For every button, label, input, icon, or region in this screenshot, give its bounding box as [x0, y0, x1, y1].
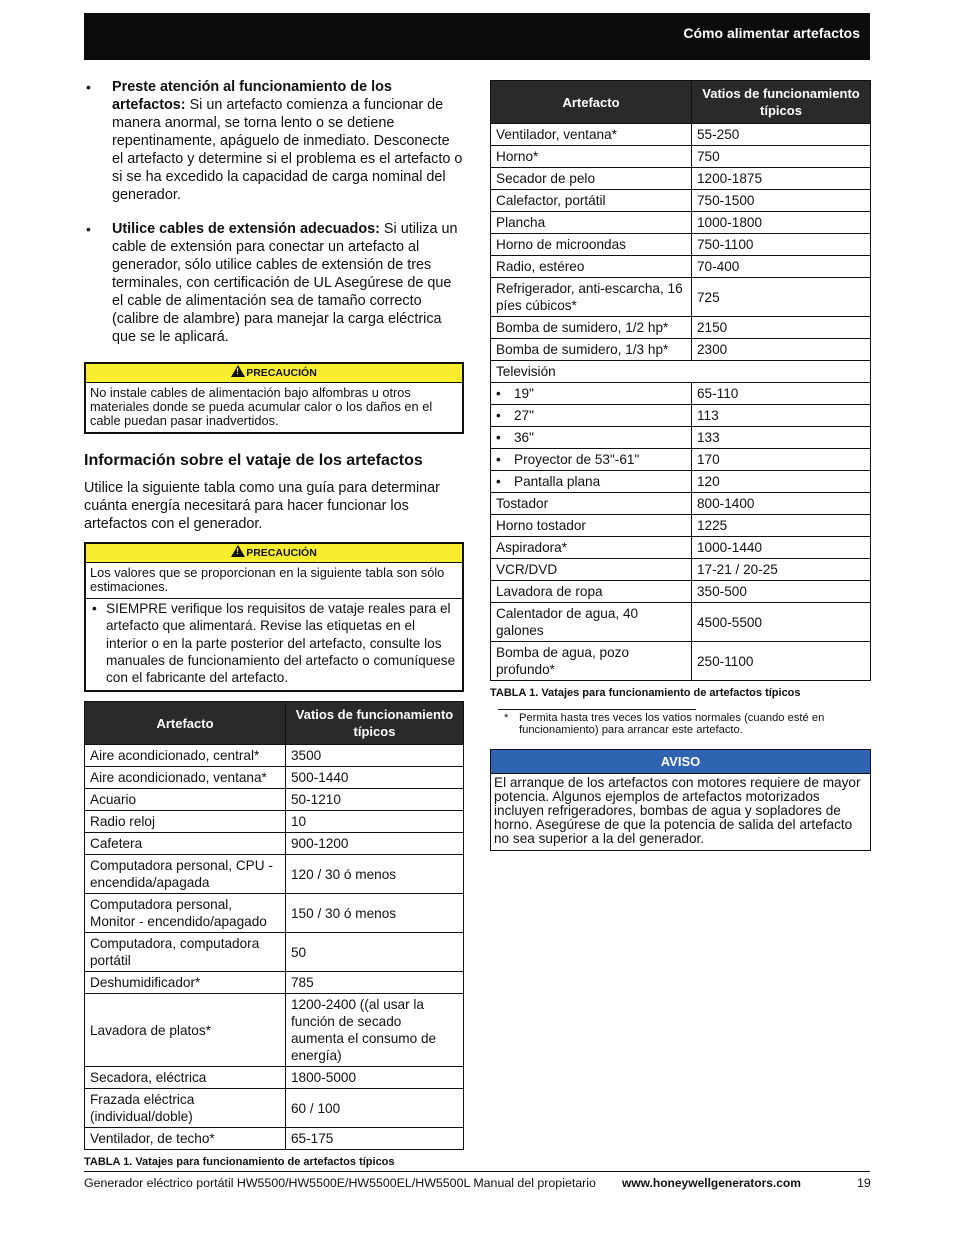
- appliance-name: Ventilador, ventana*: [496, 127, 617, 142]
- table-row: [85, 1089, 464, 1128]
- appliance-name: Computadora personal, Monitor - encendido/apagado: [90, 897, 267, 930]
- footnote-mark: *: [504, 712, 509, 724]
- watts-cell: 50: [286, 933, 464, 972]
- footnote: [490, 712, 871, 736]
- appliance-cell: [85, 1067, 286, 1089]
- footnote-rule: [498, 709, 696, 710]
- watts-cell: 65-110: [692, 383, 871, 405]
- appliance-name: Lavadora de platos*: [90, 1022, 211, 1038]
- appliance-cell: [491, 603, 692, 642]
- caution-header: [86, 544, 462, 563]
- appliance-name: Radio reloj: [90, 814, 155, 830]
- table-row: [491, 317, 871, 339]
- table-row: [85, 894, 464, 933]
- footer-rule: [84, 1171, 870, 1172]
- group-label-cell: Televisión: [491, 361, 871, 383]
- table-row: [491, 427, 871, 449]
- table-row: [491, 383, 871, 405]
- appliance-cell: [85, 1128, 286, 1150]
- caution-box: [84, 362, 464, 434]
- watts-cell: 1800-5000: [286, 1067, 464, 1089]
- appliance-cell: [491, 234, 692, 256]
- table-row: [491, 405, 871, 427]
- appliance-cell: [491, 642, 692, 681]
- appliance-cell: [491, 537, 692, 559]
- table-row: [491, 559, 871, 581]
- watts-cell: 1200-2400 ((al usar la función de secado aumenta el consumo de energía): [286, 994, 464, 1067]
- appliance-name: Bomba de sumidero, 1/2 hp*: [496, 320, 669, 335]
- appliance-cell: [85, 994, 286, 1067]
- watts-cell: 500-1440: [286, 767, 464, 789]
- notice-text: El arranque de los artefactos con motores requiere de mayor potencia. Algunos ejemplos de artefactos motorizados incluyen refrigeradores, bombas de agua y sopladores de horno. Asegúrese de que la potencia de salida del artefacto no sea superior a la del generador.: [494, 775, 861, 846]
- watts-cell: 50-1210: [286, 789, 464, 811]
- appliance-cell: [491, 559, 692, 581]
- notice-box: [490, 749, 871, 851]
- left-column: [84, 78, 464, 1168]
- appliance-cell: [85, 767, 286, 789]
- table-row: [85, 811, 464, 833]
- table-row: [85, 833, 464, 855]
- table-row: [491, 642, 871, 681]
- caution-text: No instale cables de alimentación bajo alfombras u otros materiales donde se pueda acumular calor o los daños en el cable puedan pasar inadvertidos.: [90, 385, 433, 428]
- table-row: [491, 581, 871, 603]
- watts-cell: 1000-1800: [692, 212, 871, 234]
- watts-cell: 750-1500: [692, 190, 871, 212]
- section-intro: Utilice la siguiente tabla como una guía para determinar cuánta energía necesitará para hacer funcionar los artefactos con el generador.: [84, 480, 440, 532]
- appliance-name: Frazada eléctrica (individual/doble): [90, 1092, 195, 1125]
- appliance-cell: [85, 855, 286, 894]
- bullet-text: Si un artefacto comienza a funcionar de manera anormal, se torna lento o se detiene repentinamente, apáguelo de inmediato. Desconecte el artefacto y determine si el problema es el artefacto o si se ha excedido la capacidad de carga nominal del generador.: [112, 97, 463, 203]
- table-row: [491, 515, 871, 537]
- bullet-lead: Preste atención al funcionamiento de los artefactos:: [112, 79, 392, 113]
- caution-label: PRECAUCIÓN: [246, 367, 317, 379]
- appliance-name: Aspiradora*: [496, 540, 568, 555]
- bullet-lead: Utilice cables de extensión adecuados:: [112, 221, 380, 237]
- appliance-cell: [85, 833, 286, 855]
- watts-cell: 4500-5500: [692, 603, 871, 642]
- appliance-cell: [491, 146, 692, 168]
- appliance-name: Lavadora de ropa: [496, 584, 603, 599]
- caution-label: PRECAUCIÓN: [246, 547, 317, 559]
- table-row: [85, 1128, 464, 1150]
- watts-cell: 900-1200: [286, 833, 464, 855]
- watts-cell: 725: [692, 278, 871, 317]
- appliance-name: Aire acondicionado, central*: [90, 748, 260, 764]
- table-row: [491, 256, 871, 278]
- appliance-name: Aire acondicionado, ventana*: [90, 770, 267, 786]
- bullet-list: [84, 78, 464, 346]
- wattage-table-left: [84, 701, 464, 1150]
- table-header-row: [85, 702, 464, 745]
- header-bar: [84, 13, 870, 60]
- bullet-dot: •: [496, 386, 501, 401]
- table-row: [85, 789, 464, 811]
- table-row: [491, 603, 871, 642]
- appliance-cell: [491, 212, 692, 234]
- appliance-name: Horno*: [496, 149, 539, 164]
- appliance-name: Acuario: [90, 792, 137, 808]
- appliance-cell: [491, 493, 692, 515]
- bullet-dot: •: [496, 408, 501, 423]
- watts-cell: 2300: [692, 339, 871, 361]
- watts-cell: 17-21 / 20-25: [692, 559, 871, 581]
- watts-cell: 60 / 100: [286, 1089, 464, 1128]
- watts-cell: 65-175: [286, 1128, 464, 1150]
- table-row: [491, 278, 871, 317]
- watts-cell: 120 / 30 ó menos: [286, 855, 464, 894]
- watts-cell: 120: [692, 471, 871, 493]
- watts-cell: 785: [286, 972, 464, 994]
- appliance-name: 27": [514, 408, 534, 423]
- appliance-name: Ventilador, de techo*: [90, 1131, 215, 1147]
- watts-cell: 3500: [286, 745, 464, 767]
- table-row-group-label: [491, 361, 871, 383]
- appliance-name: 36": [514, 430, 534, 445]
- appliance-name: Computadora, computadora portátil: [90, 936, 260, 969]
- bullet-item: [84, 78, 464, 204]
- table-row: [491, 449, 871, 471]
- watts-cell: 55-250: [692, 124, 871, 146]
- notice-header: AVISO: [491, 750, 870, 774]
- footer-manual-title: Generador eléctrico portátil HW5500/HW5500E/HW5500EL/HW5500L Manual del propietario: [84, 1176, 596, 1190]
- warning-triangle-icon: [231, 545, 245, 557]
- appliance-cell: [491, 427, 692, 449]
- table-row: [491, 234, 871, 256]
- appliance-cell: [491, 256, 692, 278]
- table-row: [491, 212, 871, 234]
- table-row: [491, 471, 871, 493]
- table-row: [85, 767, 464, 789]
- table-row: [85, 972, 464, 994]
- appliance-cell: [491, 515, 692, 537]
- appliance-name: Horno tostador: [496, 518, 586, 533]
- table-row: [85, 994, 464, 1067]
- appliance-cell: [85, 745, 286, 767]
- caution-bullet-section: [86, 598, 462, 690]
- bullet-text: Si utiliza un cable de extensión para conectar un artefacto al generador, sólo utilice cables de extensión de tres terminales, con certificación de UL Asegúrese de que el cable de alimentación sea de tamaño correcto (calibre de alambre) para manejar la carga eléctrica que se le aplicará.: [112, 221, 458, 345]
- footer-url: www.honeywellgenerators.com: [622, 1176, 801, 1190]
- appliance-cell: [85, 972, 286, 994]
- caution-box-estimates: [84, 542, 464, 692]
- appliance-cell: [491, 581, 692, 603]
- table-caption: TABLA 1. Vatajes para funcionamiento de artefactos típicos: [84, 1156, 395, 1169]
- header-watts: Vatios de funcionamiento típicos: [286, 702, 464, 745]
- header-appliance: Artefacto: [491, 81, 692, 124]
- appliance-name: Secadora, eléctrica: [90, 1070, 207, 1086]
- watts-cell: 10: [286, 811, 464, 833]
- appliance-name: Secador de pelo: [496, 171, 596, 186]
- bullet-item: [84, 220, 464, 346]
- appliance-cell: [491, 317, 692, 339]
- table-row: [85, 855, 464, 894]
- appliance-cell: [491, 383, 692, 405]
- watts-cell: 2150: [692, 317, 871, 339]
- appliance-name: Computadora personal, CPU - encendida/apagada: [90, 858, 273, 891]
- table-row: [491, 146, 871, 168]
- page-number: 19: [857, 1176, 871, 1190]
- section-title: Información sobre el vataje de los artefactos: [84, 452, 423, 469]
- watts-cell: 150 / 30 ó menos: [286, 894, 464, 933]
- watts-cell: 1000-1440: [692, 537, 871, 559]
- watts-cell: 350-500: [692, 581, 871, 603]
- appliance-cell: [491, 339, 692, 361]
- appliance-name: VCR/DVD: [496, 562, 558, 577]
- table-row: [491, 124, 871, 146]
- caution-header: [86, 364, 462, 383]
- caution-bullet: • SIEMPRE verifique los requisitos de vataje reales para el artefacto que alimentará. Revise las etiquetas en el interior o en la parte posterior del artefacto, consulte los manuales de funcionamiento del artefacto o comuníquese con el fabricante del artefacto.: [90, 600, 458, 686]
- appliance-name: Tostador: [496, 496, 549, 511]
- appliance-name: Cafetera: [90, 836, 143, 852]
- watts-cell: 1225: [692, 515, 871, 537]
- appliance-cell: [491, 449, 692, 471]
- appliance-cell: [491, 168, 692, 190]
- appliance-cell: [491, 405, 692, 427]
- watts-cell: 133: [692, 427, 871, 449]
- appliance-name: Refrigerador, anti-escarcha, 16 píes cúbicos*: [496, 281, 683, 313]
- caution-text: Los valores que se proporcionan en la siguiente tabla son sólo estimaciones.: [90, 565, 445, 594]
- table-row: [85, 1067, 464, 1089]
- appliance-cell: [85, 894, 286, 933]
- watts-cell: 750: [692, 146, 871, 168]
- watts-cell: 70-400: [692, 256, 871, 278]
- table-header-row: [491, 81, 871, 124]
- appliance-name: Plancha: [496, 215, 546, 230]
- appliance-name: Radio, estéreo: [496, 259, 585, 274]
- header-appliance: Artefacto: [85, 702, 286, 745]
- watts-cell: 1200-1875: [692, 168, 871, 190]
- appliance-name: Pantalla plana: [514, 474, 601, 489]
- appliance-cell: [491, 190, 692, 212]
- bullet-dot: •: [496, 452, 501, 467]
- watts-cell: 113: [692, 405, 871, 427]
- appliance-cell: [491, 124, 692, 146]
- header-watts: Vatios de funcionamiento típicos: [692, 81, 871, 124]
- appliance-name: Proyector de 53"-61": [514, 452, 640, 467]
- appliance-cell: [85, 811, 286, 833]
- appliance-cell: [85, 789, 286, 811]
- table-caption: TABLA 1. Vatajes para funcionamiento de artefactos típicos: [490, 687, 801, 699]
- appliance-cell: [491, 471, 692, 493]
- table-row: [491, 537, 871, 559]
- appliance-cell: [491, 278, 692, 317]
- appliance-name: Calentador de agua, 40 galones: [496, 606, 639, 638]
- table-row: [85, 745, 464, 767]
- appliance-name: 19": [514, 386, 534, 401]
- right-column: [490, 80, 871, 851]
- warning-triangle-icon: [231, 365, 245, 377]
- appliance-name: Bomba de sumidero, 1/3 hp*: [496, 342, 669, 357]
- bullet-dot: •: [496, 430, 501, 445]
- table-row: [491, 168, 871, 190]
- watts-cell: 800-1400: [692, 493, 871, 515]
- table-row: [491, 493, 871, 515]
- wattage-table-right: [490, 80, 871, 681]
- watts-cell: 250-1100: [692, 642, 871, 681]
- table-row: [491, 190, 871, 212]
- table-row: [85, 933, 464, 972]
- appliance-cell: [85, 1089, 286, 1128]
- caution-bullet-list: [90, 600, 458, 686]
- appliance-name: Calefactor, portátil: [496, 193, 606, 208]
- appliance-name: Deshumidificador*: [90, 975, 201, 991]
- bullet-dot: •: [496, 474, 501, 489]
- watts-cell: 170: [692, 449, 871, 471]
- section-header-title: Cómo alimentar artefactos: [683, 25, 860, 41]
- footnote-text: Permita hasta tres veces los vatios normales (cuando esté en funcionamiento) para arrancar este artefacto.: [519, 712, 825, 736]
- appliance-cell: [85, 933, 286, 972]
- table-row: [491, 339, 871, 361]
- appliance-name: Horno de microondas: [496, 237, 626, 252]
- appliance-name: Bomba de agua, pozo profundo*: [496, 645, 630, 677]
- watts-cell: 750-1100: [692, 234, 871, 256]
